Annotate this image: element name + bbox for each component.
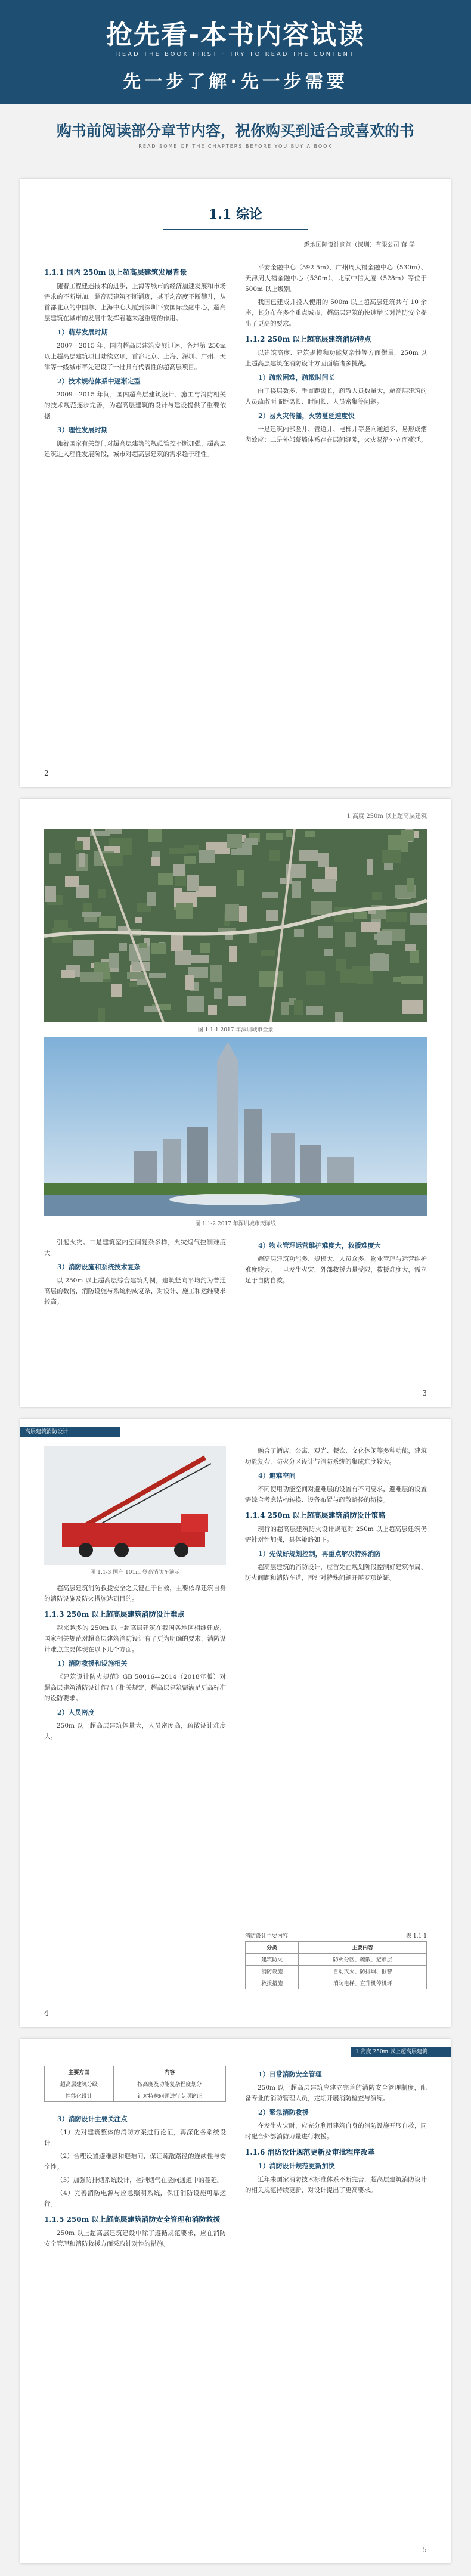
paragraph: 2007—2015 年，国内超高层建筑发展迅速，各地第 250m 以上超高层建筑项目陆续立项，首都北京、上海、深圳、广州、天津等一线城市率先建设了一批具有代表性的超高层项目。	[44, 342, 226, 371]
paragraph: 超高层建筑消防救援安全之关键在于自救，主要依靠建筑自身的消防设施及防火措施达到目的。	[44, 1585, 226, 1602]
table-row	[45, 2078, 226, 2090]
author-line: 悉地国际设计顾问（深圳）有限公司 蒋 学	[303, 242, 415, 249]
running-head: 1 高度 250m 以上超高层建筑	[346, 813, 427, 820]
paragraph: 越来越多的 250m 以上超高层建筑在我国各地区相继建成，国家相关规范对超高层建筑消防设计有了更为明确的要求，消防设计难点主要体现在以下几个方面。	[44, 1625, 226, 1653]
book-page-4	[20, 2039, 451, 2563]
figure-caption-2: 图 1.1-2 2017 年深圳城市天际线	[195, 1221, 276, 1227]
table-row	[246, 1966, 427, 1977]
book-page-1	[20, 179, 451, 787]
table-row	[246, 1977, 427, 1989]
paragraph: 现行的超高层建筑防火设计规范对 250m 以上超高层建筑仍需针对性加强，具体策略如下。	[245, 1526, 427, 1543]
page-number: 2	[44, 769, 49, 777]
table-cell: 防火分区、疏散、避难层	[299, 1954, 427, 1966]
table-cell: 性能化设计	[45, 2090, 114, 2102]
header-title: 抢先看-本书内容试读	[106, 20, 365, 50]
section-heading: 1）消防救援和设施相关	[57, 1660, 128, 1667]
paragraph: 超高层建筑功能多、规模大、人员众多，物业管理与运营维护难度较大，一旦发生火灾，外部救援力量受限，救援难度大，需立足于自防自救。	[245, 1256, 427, 1284]
section-heading: 3）理性发展时期	[57, 426, 108, 434]
paragraph: 在发生火灾时，应充分利用建筑自身的消防设施开展自救，同时配合外部消防力量进行救援。	[245, 2122, 427, 2140]
section-heading: 1）日常消防安全管理	[258, 2070, 322, 2078]
paragraph: （3）加强防排烟系统设计，控制烟气在竖向通道中的蔓延。	[57, 2177, 224, 2184]
page3-left-column	[44, 1583, 226, 2000]
header-subtitle: READ THE BOOK FIRST · TRY TO READ THE CONTENT	[116, 51, 355, 58]
paragraph: 一是建筑内部竖井、管道井、电梯井等竖向通道多，易形成烟囱效应；二是外部幕墙体系存在层间缝隙，火灾易沿外立面蔓延。	[245, 426, 427, 444]
table-title: 消防设计主要内容	[245, 1933, 289, 1939]
section-heading: 1.1.4 250m 以上超高层建筑消防设计策略	[245, 1511, 386, 1520]
table-row	[45, 2090, 226, 2102]
figure-caption: 图 1.1-3 国产 101m 登高消防车演示	[90, 1570, 180, 1576]
table-cell: 建筑防火	[246, 1954, 299, 1966]
section-heading: 4）避难空间	[258, 1472, 296, 1480]
page-number: 5	[422, 2546, 427, 2554]
page1-right-column	[245, 262, 427, 757]
section-heading: 1）疏散困难，疏散时间长	[258, 374, 335, 382]
page1-left-column	[44, 262, 226, 757]
table-cell: 按高度及功能复杂程度划分	[113, 2078, 225, 2090]
table-header: 内容	[113, 2066, 225, 2078]
paragraph: 近年来国家消防技术标准体系不断完善，超高层建筑消防设计的相关规范持续更新，对设计提出了更高要求。	[245, 2176, 427, 2194]
section-heading: 1.1.2 250m 以上超高层建筑消防特点	[245, 335, 371, 343]
paragraph: 平安金融中心（592.5m）、广州周大福金融中心（530m）、天津周大福金融中心（530m）、北京中信大厦（528m）等位于 500m 以上级别。	[245, 264, 427, 293]
header-banner	[0, 0, 471, 104]
summary-table	[44, 2066, 226, 2102]
paragraph: 《建筑设计防火规范》GB 50016—2014（2018年版）对超高层建筑消防设计作出了相关规定，超高层建筑需满足更高标准的设防要求。	[44, 1673, 226, 1702]
paragraph: 我国已建成并投入使用的 500m 以上超高层建筑共有 10 余座，其分布在多个重点城市，超高层建筑的快速增长对消防安全提出了更高的要求。	[245, 299, 427, 327]
table-block	[245, 1932, 427, 1989]
paragraph: 引起火灾。二是建筑室内空间复杂多样，火灾烟气控制难度大。	[44, 1239, 226, 1257]
section-heading: 1.1.5 250m 以上超高层建筑消防安全管理和消防救援	[44, 2215, 221, 2224]
paragraph: （2）合理设置避难层和避难间，保证疏散路径的连续性与安全性。	[44, 2153, 226, 2171]
paragraph: 以 250m 以上超高层综合建筑为例，建筑竖向平均约为普通高层的数倍，消防设施与系统构成复杂，对设计、施工和运维要求较高。	[44, 1277, 226, 1306]
section-heading: 1.1.1 国内 250m 以上超高层建筑发展背景	[44, 268, 187, 277]
section-heading: 1.1.6 消防设计规范更新及审批程序改革	[245, 2148, 375, 2156]
paragraph: 融合了酒店、公寓、观光、餐饮、文化休闲等多种功能，建筑功能复杂，防火分区设计与消防系统的集成难度较大。	[245, 1447, 427, 1465]
header-slogan: 先一步了解·先一步需要	[123, 72, 348, 92]
table-row	[246, 1954, 427, 1966]
section-heading: 2）人员密度	[57, 1709, 95, 1716]
chapter-title-frame	[163, 203, 308, 230]
figure-caption-1: 图 1.1-1 2017 年深圳城市全景	[197, 1027, 274, 1033]
section-heading: 2）紧急消防救援	[258, 2109, 309, 2116]
paragraph: （1）先对建筑整体的消防方案进行论证，再深化各系统设计。	[44, 2129, 226, 2147]
page4-right-column	[245, 2066, 427, 2537]
table-header: 主要内容	[299, 1942, 427, 1954]
section-heading: 1）消防设计规范更新加快	[258, 2162, 335, 2170]
paragraph: 250m 以上超高层建筑应建立完善的消防安全管理制度，配备专业的消防管理人员，定期开展消防检查与演练。	[245, 2084, 427, 2102]
book-page-2	[20, 799, 451, 1407]
city-aerial-photo	[44, 829, 427, 1022]
chapter-title: 1.1 综论	[209, 207, 262, 222]
paragraph: 250m 以上超高层建筑体量大，人员密度高，疏散设计难度大。	[44, 1722, 226, 1740]
table-cell: 自动灭火、防排烟、报警	[299, 1966, 427, 1977]
page4-left-column	[44, 2110, 226, 2540]
running-head-tag: 1 高度 250m 以上超高层建筑	[351, 2047, 451, 2057]
fire-truck-photo	[44, 1446, 226, 1565]
table-cell: 救援措施	[246, 1977, 299, 1989]
section-heading: 1）先做好规划控制，再重点解决特殊消防	[258, 1550, 381, 1558]
page2-left-column	[44, 1237, 226, 1380]
paragraph: 以建筑高度、建筑规模和功能复杂性等方面衡量，250m 以上超高层建筑在消防设计方面面临诸多挑战。	[245, 349, 427, 367]
page2-right-column	[245, 1237, 427, 1380]
section-heading: 1.1.3 250m 以上超高层建筑消防设计难点	[44, 1610, 185, 1619]
book-page-3	[20, 1419, 451, 2027]
table-cell: 消防电梯、直升机停机坪	[299, 1977, 427, 1989]
page3-right-column	[245, 1446, 427, 1923]
section-heading: 1）萌芽发展时期	[57, 328, 108, 336]
promo-subline: READ SOME OF THE CHAPTERS BEFORE YOU BUY A BOOK	[138, 144, 333, 149]
table-label: 表 1.1-1	[406, 1933, 427, 1939]
paragraph: 超高层建筑的消防设计，应首先在规划阶段控制好建筑布局、防火间距和消防车道，再针对特殊问题开展专项论证。	[245, 1564, 427, 1582]
paragraph: 250m 以上超高层建筑建设中除了遵循规范要求，应在消防安全管理和消防救援方面采取针对性的措施。	[44, 2230, 226, 2248]
city-skyline-photo	[44, 1037, 427, 1216]
section-heading: 4）物业管理运营维护难度大，救援难度大	[258, 1242, 381, 1250]
table-cell: 消防设施	[246, 1966, 299, 1977]
paragraph: 不同使用功能空间对避难层的设置有不同要求，避难层的设置需综合考虑结构转换、设备布置与疏散路径的衔接。	[245, 1486, 427, 1504]
paragraph: 随着工程建造技术的进步，上海等城市的经济加速发展和市场需求的不断增加，超高层建筑不断涌现，其平均高度不断攀升，从首都北京的中国尊、上海中心大厦到深圳平安国际金融中心，超高层建筑在城市的发展中发挥着越来越重要的作用。	[44, 283, 226, 322]
table-cell: 超高层建筑分级	[45, 2078, 114, 2090]
content-table	[245, 1941, 427, 1989]
paragraph: 由于楼层数多、垂直距离长，疏散人员数量大，超高层建筑的人员疏散面临距离长、时间长、人员密集等问题。	[245, 388, 427, 405]
paragraph: （4）完善消防电源与应急照明系统，保证消防设施可靠运行。	[44, 2190, 226, 2208]
section-heading: 2）技术规范体系中逐渐定型	[57, 377, 141, 385]
paragraph: 随着国家有关部门对超高层建筑的规范管控不断加强，超高层建筑进入理性发展阶段，城市对超高层建筑的需求趋于理性。	[44, 440, 226, 458]
section-heading: 2）易火灾传播，火势蔓延速度快	[258, 412, 355, 420]
page-number: 3	[422, 1389, 427, 1397]
table-header: 主要方面	[45, 2066, 114, 2078]
paragraph: 2009—2015 年间，国内超高层建筑设计、施工与消防相关的技术规范逐步完善，为超高层建筑的设计与建设提供了重要依据。	[44, 391, 226, 420]
table-cell: 针对特殊问题进行专项论证	[113, 2090, 225, 2102]
promo-headline: 购书前阅读部分章节内容，祝你购买到适合或喜欢的书	[56, 122, 414, 140]
section-heading: 3）消防设计主要关注点	[57, 2115, 128, 2123]
running-head-tag: 高层建筑消防设计	[20, 1427, 120, 1437]
table-header: 分类	[246, 1942, 299, 1954]
section-heading: 3）消防设施和系统技术复杂	[57, 1263, 141, 1271]
page-number: 4	[44, 2009, 49, 2017]
promo-section	[0, 104, 471, 164]
